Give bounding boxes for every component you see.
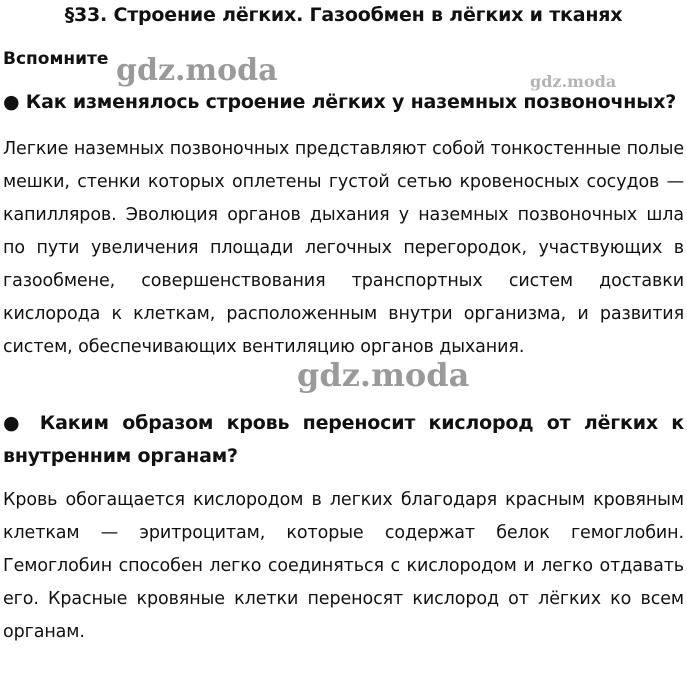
question-1: ● Как изменялось строение лёгких у наземных позвоночных? [3, 91, 677, 113]
remember-heading: Вспомните [3, 49, 109, 69]
answer-1: Легкие наземных позвоночных представляют собой тонкостенные полые мешки, стенки которых оплетены густой сетью кровеносных сосудов — капилляров. Эволюция органов дыхания у наземных позвоночных шла по пути увеличения площади легочных перегородок, участвующих в газообмене, совершенствования транспортных систем доставки кислорода к клеткам, расположенным внутри организма, и развития систем, обеспечивающих вентиляцию органов дыхания. [3, 139, 684, 357]
answer-2: Кровь обогащается кислородом в легких благодаря красным кровяным клеткам — эритроцитам, которые содержат белок гемоглобин. Гемоглобин способен легко соединяться с кислородом и легко отдавать его. Красные кровяные клетки переносят кислород от лёгких ко всем органам. [3, 490, 684, 642]
page-title: §33. Строение лёгких. Газообмен в лёгких и тканях [64, 4, 623, 26]
watermark-logo: gdz.moda [297, 356, 470, 394]
watermark-logo: gdz.moda [116, 53, 278, 88]
watermark-logo-small: gdz.moda [530, 72, 617, 91]
question-2: ● Каким образом кровь переносит кислород от лёгких к внутренним органам? [3, 412, 684, 467]
